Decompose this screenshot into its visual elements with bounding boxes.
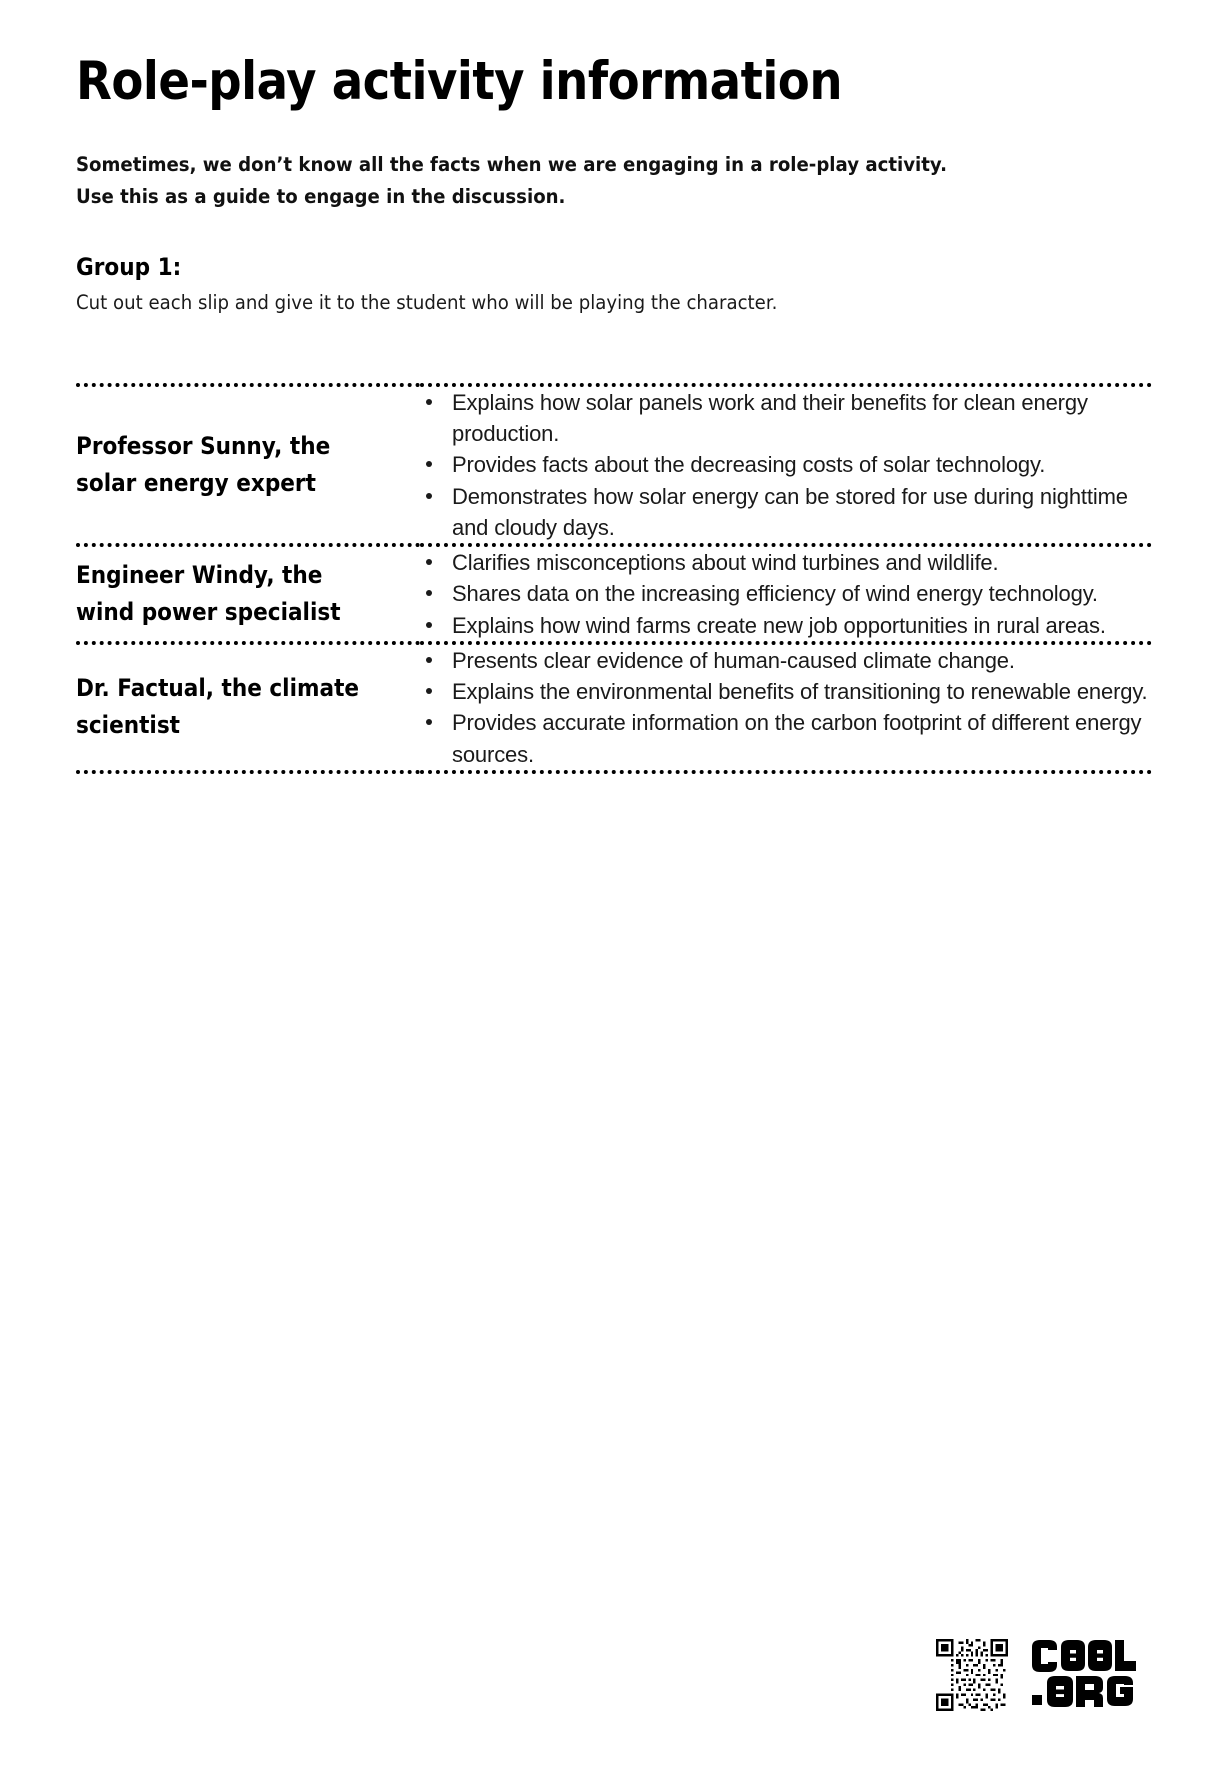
character-name: Dr. Factual, the climate scientist [76, 674, 360, 740]
bullet-icon [426, 622, 432, 628]
list-item [420, 449, 1152, 480]
bullet-icon [426, 461, 432, 467]
list-item-text: Provides accurate information on the carbon footprint of different energy sources. [452, 710, 1142, 767]
character-name: Professor Sunny, the solar energy expert [76, 431, 331, 498]
list-item-text: Demonstrates how solar energy can be stored for use during nighttime and cloudy days. [452, 483, 1128, 540]
character-name-cell [76, 643, 420, 772]
list-item [420, 610, 1152, 641]
character-points-cell [420, 545, 1152, 643]
table-body [76, 385, 1152, 772]
cool-org-logo [1030, 1638, 1152, 1712]
character-name-cell [76, 545, 420, 643]
page-title: Role-play activity information [76, 51, 842, 112]
bullet-icon [426, 657, 432, 663]
character-name: Engineer Windy, the wind power specialist [76, 560, 341, 626]
character-points-list [420, 387, 1152, 543]
bullet-icon [426, 493, 432, 499]
bullet-icon [426, 688, 432, 694]
bullet-icon [426, 399, 432, 405]
qr-code-icon [936, 1639, 1008, 1711]
list-item [420, 707, 1152, 769]
list-item [420, 387, 1152, 449]
list-item-text: Provides facts about the decreasing costs of solar technology. [452, 452, 1046, 478]
role-play-slips-table [76, 383, 1152, 774]
document-content [76, 52, 1152, 774]
list-item [420, 645, 1152, 676]
list-item-text: Explains the environmental benefits of transitioning to renewable energy. [452, 679, 1148, 705]
group-instruction: Cut out each slip and give it to the student who will be playing the character. [76, 290, 778, 314]
intro-line-1: Sometimes, we don’t know all the facts when we are engaging in a role-play activity. [76, 153, 947, 177]
group-heading: Group 1: [76, 252, 182, 281]
list-item-text: Explains how wind farms create new job opportunities in rural areas. [452, 612, 1106, 638]
cool-org-wordmark-icon [1030, 1638, 1152, 1712]
character-points-list [420, 547, 1152, 641]
table-row [76, 545, 1152, 643]
character-name-cell [76, 385, 420, 545]
bullet-icon [426, 719, 432, 725]
bullet-icon [426, 559, 432, 565]
bullet-icon [426, 590, 432, 596]
table-row [76, 385, 1152, 545]
list-item-text: Explains how solar panels work and their benefits for clean energy production. [452, 389, 1088, 447]
list-item-text: Clarifies misconceptions about wind turbines and wildlife. [452, 550, 999, 576]
list-item [420, 676, 1152, 707]
character-points-list [420, 645, 1152, 770]
table-row [76, 643, 1152, 772]
list-item [420, 547, 1152, 578]
character-points-cell [420, 643, 1152, 772]
list-item [420, 481, 1152, 543]
character-points-cell [420, 385, 1152, 545]
list-item-text: Presents clear evidence of human-caused climate change. [452, 647, 1015, 673]
list-item-text: Shares data on the increasing efficiency of wind energy technology. [452, 581, 1098, 607]
intro-paragraph [76, 111, 1015, 212]
list-item [420, 578, 1152, 609]
footer-branding [936, 1638, 1152, 1712]
intro-line-2: Use this as a guide to engage in the discussion. [76, 184, 566, 208]
